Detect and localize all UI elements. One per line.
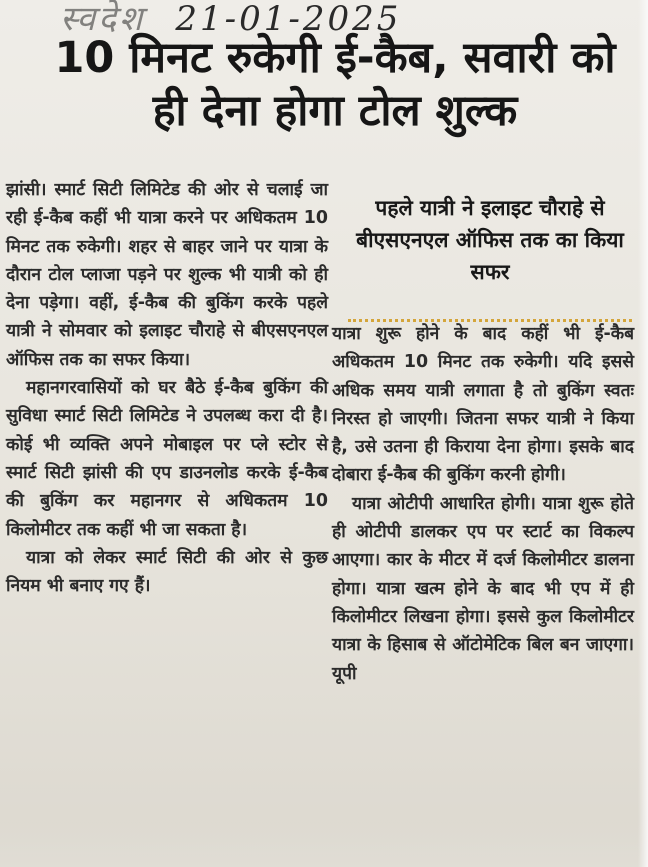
paper-edge bbox=[638, 0, 648, 867]
source-mark: स्वदेश bbox=[60, 0, 146, 39]
paper-fade bbox=[0, 820, 648, 867]
subheading: पहले यात्री ने इलाइट चौराहे से बीएसएनएल ऑफिस तक का किया सफर bbox=[356, 196, 624, 284]
left-paragraph-2: महानगरवासियों को घर बैठे ई-कैब बुकिंग की सुविधा स्मार्ट सिटी लिमिटेड ने उपलब्ध करा दी है। कोई भी व्यक्ति अपने मोबाइल पर प्ले स्टोर से स्मार्ट सिटी झांसी की एप डाउनलोड करके ई-कैब की बुकिंग कर महानगर से अधिकतम 10 किलोमीटर तक कहीं भी जा सकता है। bbox=[6, 378, 328, 540]
right-column bbox=[332, 320, 634, 688]
left-column bbox=[6, 176, 328, 600]
headline: 10 मिनट रुकेगी ई-कैब, सवारी को ही देना होगा टोल शुल्क bbox=[54, 33, 616, 136]
clipping-date: 21-01-2025 bbox=[175, 0, 402, 39]
right-paragraph-2: यात्रा ओटीपी आधारित होगी। यात्रा शुरू होते ही ओटीपी डालकर एप पर स्टार्ट का विकल्प आएगा। कार के मीटर में दर्ज किलोमीटर डालना होगा। यात्रा खत्म होने के बाद भी एप में ही किलोमीटर लिखना होगा। इससे कुल किलोमीटर यात्रा के हिसाब से ऑटोमेटिक बिल बन जाएगा। यूपी bbox=[332, 493, 634, 684]
right-paragraph-1: यात्रा शुरू होने के बाद कहीं भी ई-कैब अधिकतम 10 मिनट तक रुकेगी। यदि इससे अधिक समय यात्री लगाता है तो बुकिंग स्वतः निरस्त हो जाएगी। जितना सफर यात्री ने किया है, उसे उतना ही किराया देना होगा। इसके बाद दोबारा ई-कैब की बुकिंग करनी होगी। bbox=[332, 324, 634, 486]
left-paragraph-1: झांसी। स्मार्ट सिटी लिमिटेड की ओर से चलाई जा रही ई-कैब कहीं भी यात्रा करने पर अधिकतम 10 मिनट तक रुकेगी। शहर से बाहर जाने पर यात्रा के दौरान टोल प्लाजा पड़ने पर शुल्क भी यात्री को ही देना पड़ेगा। वहीं, ई-कैब की बुकिंग करके पहले यात्री ने सोमवार को इलाइट चौराहे से बीएसएनएल ऑफिस तक का सफर किया। bbox=[6, 180, 328, 370]
left-paragraph-3: यात्रा को लेकर स्मार्ट सिटी की ओर से कुछ नियम भी बनाए गए हैं। bbox=[6, 547, 328, 597]
